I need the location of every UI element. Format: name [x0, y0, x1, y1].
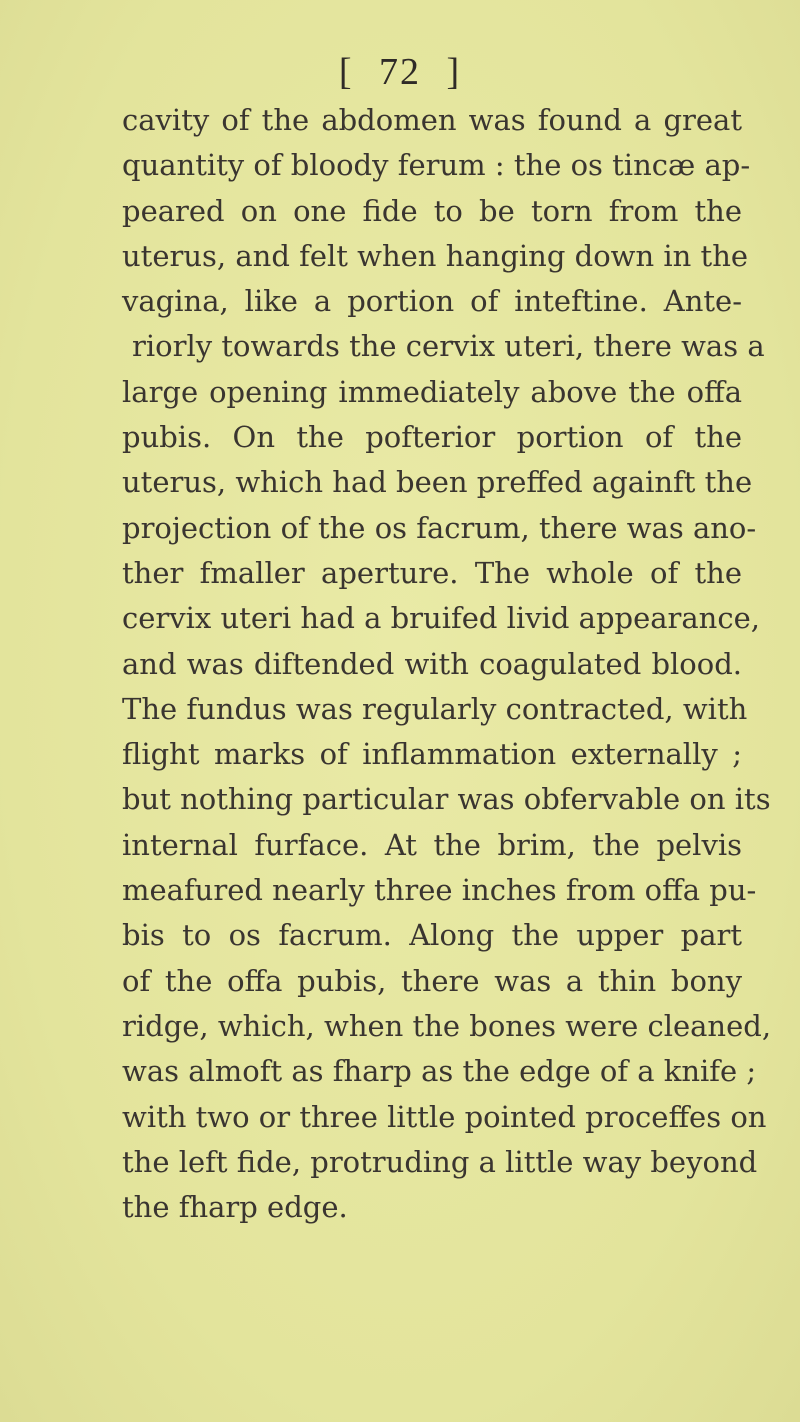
text-line: with two or three little pointed proceffes on	[122, 1099, 767, 1134]
text-line: the left fide, protruding a little way beyond	[122, 1144, 758, 1179]
text-line: peared on one fide to be torn from the	[122, 193, 742, 228]
text-line: uterus, which had been preffed againft the	[122, 465, 753, 500]
text-line: cavity of the abdomen was found a great	[122, 103, 742, 137]
text-line: The fundus was regularly contracted, with	[122, 691, 748, 726]
page-number-header: [ 72 ]	[338, 51, 462, 93]
text-line: bis to os facrum. Along the upper part	[122, 918, 742, 953]
text-line: flight marks of inflammation externally ;	[122, 737, 742, 772]
text-line: projection of the os facrum, there was ano-	[122, 510, 757, 545]
text-line: riorly towards the cervix uteri, there was a	[132, 329, 765, 364]
text-line: meafured nearly three inches from offa pu-	[122, 873, 757, 908]
text-line: quantity of bloody ferum : the os tincæ ap-	[122, 148, 751, 183]
body-text	[122, 98, 772, 1230]
text-line: pubis. On the pofterior portion of the	[122, 420, 742, 455]
text-line: vagina, like a portion of inteftine. Ante-	[122, 284, 742, 319]
text-line: but nothing particular was obfervable on its	[122, 782, 771, 817]
text-line: large opening immediately above the offa	[122, 374, 742, 409]
text-line: internal furface. At the brim, the pelvis	[122, 827, 742, 862]
text-line: cervix uteri had a bruifed livid appearance,	[122, 601, 760, 636]
text-line: the fharp edge.	[122, 1190, 348, 1225]
text-line: was almoft as fharp as the edge of a knife ;	[122, 1054, 757, 1089]
text-line: ther fmaller aperture. The whole of the	[122, 555, 742, 590]
text-line: and was diftended with coagulated blood.	[122, 646, 742, 681]
text-line: of the offa pubis, there was a thin bony	[122, 963, 742, 998]
text-line: uterus, and felt when hanging down in the	[122, 238, 749, 273]
text-line: ridge, which, when the bones were cleaned,	[122, 1008, 772, 1043]
